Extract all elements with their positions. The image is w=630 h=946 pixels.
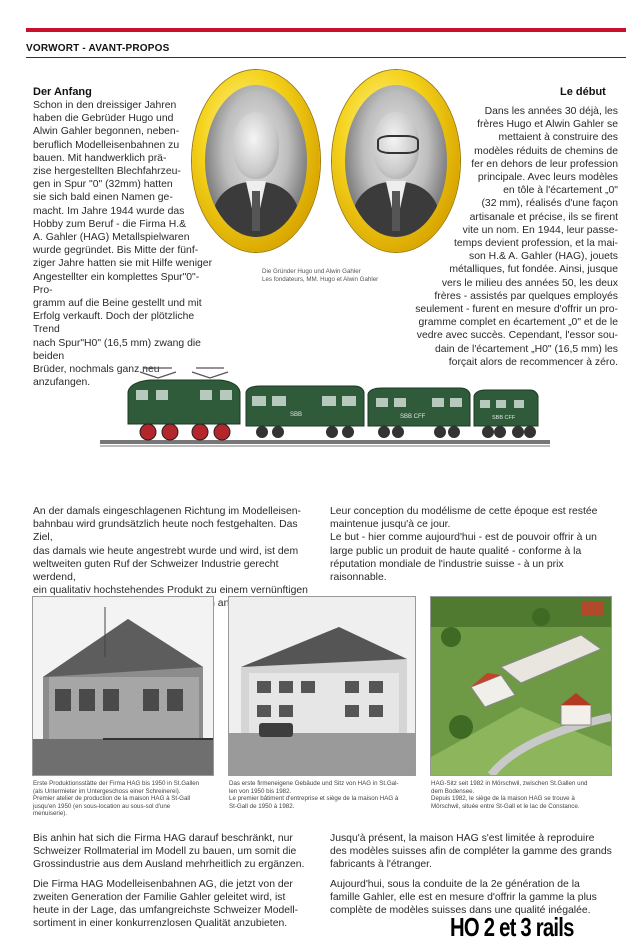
right-intro-text	[396, 105, 618, 369]
middle-right-text	[330, 505, 610, 584]
train-svg	[100, 362, 550, 454]
text-line: famille Gahler, elle est en mesure d'offrir la gamme la plus	[330, 891, 597, 903]
text-line: sortiment in einer konkurrenzlosen Qualität anzubieten.	[33, 918, 288, 930]
text-line: zweiten Generation der Familie Gahler geleitet wird, ist	[33, 891, 286, 903]
car-label: SBB CFF	[400, 414, 426, 420]
text-line: fabricants à l'étranger.	[330, 859, 432, 871]
photo-moerschwil-aerial	[430, 596, 612, 776]
caption-line: Das erste firmeneigene Gebäude und Sitz von HAG in St.Gal-	[229, 780, 399, 787]
car-wheel	[524, 426, 536, 438]
middle-left-text	[33, 505, 313, 611]
loco-wheel	[162, 424, 178, 440]
car-wheel	[342, 426, 354, 438]
caption-line: Premier atelier de production de la maison HAG à St-Gall	[33, 795, 191, 803]
text-line: ein qualitativ hochstehendes Produkt zu einem vernünftigen	[33, 585, 308, 597]
car-window	[450, 398, 462, 407]
text-line: réputation mondiale de l'industrie suisse - à un prix	[330, 558, 564, 570]
text-line: bauen. Mit handwerklich prä-	[33, 152, 167, 164]
loco-window	[220, 390, 232, 400]
caption-line: len von 1950 bis 1982.	[229, 787, 292, 795]
text-line: Aujourd'hui, sous la conduite de la 2e génération de la	[330, 878, 580, 890]
text-line: Alwin Gahler begonnen, neben-	[33, 126, 180, 138]
car-label: SBB CFF	[492, 415, 516, 421]
loco-wheel	[140, 424, 156, 440]
text-line: nach Spur"H0" (16,5 mm) zwang die beiden	[33, 337, 201, 362]
text-line: métalliques, fut fondée. Ainsi, jusque	[449, 264, 618, 276]
car-window	[496, 400, 506, 408]
pantograph-rear	[192, 368, 228, 378]
caption-line: Erste Produktionsstätte der Firma HAG bis 1950 in St.Gallen	[33, 780, 200, 787]
text-line: Die Firma HAG Modelleisenbahnen AG, die jetzt von der	[33, 878, 293, 890]
photo-caption-3	[431, 780, 616, 810]
caption-line: jusqu'en 1950 (en sous-location au sous-sol d'une	[33, 802, 171, 810]
loco-window	[156, 390, 168, 400]
text-line: bahnbau wird grundsätzlich heute noch festgehalten. Das Ziel,	[33, 519, 298, 544]
text-line: Grossindustrie aus dem Ausland mehrheitlich zu ergänzen.	[33, 859, 305, 871]
car-window	[376, 398, 388, 407]
text-line: en tôle à l'écartement „0"	[503, 185, 618, 197]
text-line: Hobby zum Beruf - die Firma H.&	[33, 218, 187, 230]
portrait-caption	[262, 268, 378, 284]
text-line: macht. Im Jahre 1944 wurde das	[33, 205, 185, 217]
text-line: vedre avec succès. Cependant, l'essor sou-	[416, 330, 618, 342]
car-wheel	[272, 426, 284, 438]
car-window	[394, 398, 406, 407]
loco-wheel	[192, 424, 208, 440]
pantograph-front	[140, 368, 176, 378]
text-line: raisonnable.	[330, 572, 387, 584]
loco-wheel	[214, 424, 230, 440]
car-wheel	[326, 426, 338, 438]
caption-line: Le premier bâtiment d'entreprise et siège de la maison HAG à	[229, 795, 399, 803]
caption-line: dem Bodensee.	[431, 787, 475, 795]
photo-second-building	[228, 596, 416, 776]
track-bed	[100, 445, 550, 447]
text-line: Dans les années 30 déjà, les	[484, 106, 618, 117]
loco-window	[136, 390, 148, 400]
right-column-title: Le début	[560, 86, 606, 98]
car-wheel	[448, 426, 460, 438]
text-line: fer en dehors de leur profession	[471, 158, 618, 170]
car-window	[342, 396, 356, 406]
car-window	[514, 400, 524, 408]
text-line: large public un produit de haute qualité - conforme à la	[330, 545, 582, 557]
text-line: ziger Jahre hatten sie mit Hilfe weniger	[33, 258, 213, 270]
text-line: das damals wie heute angestrebt wurde und wird, ist dem	[33, 545, 299, 557]
text-line: artisanale et précise, ils se firent	[469, 211, 618, 223]
text-line: zise hergestellten Blechfahrzeu-	[33, 166, 181, 178]
text-line: vers le milieu des années 50, les deux	[441, 277, 618, 289]
text-line: principale. Avec leurs modèles	[477, 172, 618, 184]
text-line: heute in der Lage, das umfangreichste Schweizer Modell-	[33, 905, 299, 917]
photo-caption-2	[229, 780, 424, 810]
text-line: Le but - hier comme aujourd'hui - est de pouvoir offrir à un	[330, 532, 597, 544]
train-illustration	[100, 362, 550, 454]
text-line: son H.& A. Gahler (HAG), jouets	[469, 251, 618, 263]
loco-window	[200, 390, 212, 400]
top-red-bar	[26, 28, 626, 32]
car-window	[272, 396, 286, 406]
car-wheel	[256, 426, 268, 438]
text-line: Jusqu'à présent, la maison HAG s'est limitée à reproduire	[330, 833, 595, 844]
section-heading: VORWORT - AVANT-PROPOS	[26, 43, 170, 54]
car-wheel	[378, 426, 390, 438]
text-line: Leur conception du modélisme de cette époque est restée	[330, 506, 598, 517]
text-line: Schweizer Rollmaterial im Modell zu bauen, um somit die	[33, 846, 297, 858]
left-intro-text	[33, 99, 218, 389]
portrait-hugo-gahler	[192, 70, 320, 252]
text-line: A. Gahler (HAG) Metallspielwaren	[33, 232, 190, 244]
bottom-right-text	[330, 832, 615, 917]
photo-caption-1	[33, 780, 223, 818]
car-wheel	[392, 426, 404, 438]
photo-first-workshop	[32, 596, 214, 776]
text-line: wurde gegründet. Bis Mitte der fünf-	[33, 245, 199, 257]
text-line: An der damals eingeschlagenen Richtung im Modelleisen-	[33, 506, 302, 517]
text-line: forçait alors de recommencer à zéro.	[448, 356, 618, 368]
text-line: maintenue jusqu'à ce jour.	[330, 519, 451, 531]
caption-line: Depuis 1982, le siège de la maison HAG se trouve à	[431, 795, 575, 803]
text-line: gen in Spur "0" (32mm) hatten	[33, 179, 173, 191]
caption-line-fr: Les fondateurs, MM. Hugo et Alwin Gahler	[262, 276, 379, 283]
caption-line: menuiserie).	[33, 810, 68, 818]
car-window	[252, 396, 266, 406]
text-line: modèles réduits de chemins de	[474, 145, 618, 157]
text-line: Erfolg verkauft. Doch der plötzliche Trend	[33, 311, 195, 336]
text-line: beruflich Modelleisenbahnen zu	[33, 139, 180, 151]
text-line: frères Hugo et Alwin Gahler se	[477, 119, 618, 131]
text-line: sie sich bald einen Namen ge-	[33, 192, 173, 204]
caption-line-de: Die Gründer Hugo und Alwin Gahler	[262, 268, 361, 275]
text-line: Angestellter ein komplettes Spur"0"- Pro-	[33, 271, 200, 296]
caption-line: St-Gall de 1950 à 1982.	[229, 802, 295, 810]
text-line: frères - assistés par quelques employés	[434, 290, 618, 302]
text-line: Bis anhin hat sich die Firma HAG darauf beschränkt, nur	[33, 833, 293, 844]
text-line: Brüder, nochmals ganz neu anzufangen.	[33, 364, 160, 389]
car-window	[480, 400, 490, 408]
text-line: gramm auf die Beine gestellt und mit	[33, 298, 202, 310]
track-rail	[100, 440, 550, 444]
text-line: weltweiten guten Ruf der Schweizer Industrie gerecht werdend,	[33, 558, 279, 584]
caption-line: Mörschwil, située entre St-Gall et le lac de Constance.	[431, 802, 580, 810]
left-column-title: Der Anfang	[33, 86, 92, 98]
text-line: haben die Gebrüder Hugo und	[33, 113, 174, 125]
text-line: dain de l'écartement „H0" (16,5 mm) les	[435, 343, 618, 355]
car-wheel	[512, 426, 524, 438]
text-line: seulement - furent en mesure d'offrir un pro-	[415, 304, 618, 316]
text-line: Schon in den dreissiger Jahren	[33, 100, 177, 111]
car-wheel	[494, 426, 506, 438]
car-label: SBB	[290, 412, 303, 418]
text-line: complète de modèles suisses dans une qualité inégalée.	[330, 905, 591, 917]
text-line: gramme complet en écartement „0" et de le	[418, 317, 618, 329]
car-window	[432, 398, 444, 407]
header-rule	[26, 57, 626, 58]
watermark-text: HO 2 et 3 rails	[450, 912, 574, 942]
caption-line: HAG-Sitz seit 1982 in Mörschwil, zwischen St.Gallen und	[431, 780, 588, 787]
text-line: mettaient à construire des	[498, 132, 618, 144]
bottom-left-text	[33, 832, 318, 930]
locomotive-body	[128, 380, 240, 424]
text-line: des modèles suisses afin de compléter la gamme des grands	[330, 846, 612, 858]
car-wheel	[434, 426, 446, 438]
text-line: (32 mm), réalisés d'une façon	[481, 198, 618, 210]
text-line: vite un nom. En 1944, leur passe-	[462, 224, 618, 236]
text-line: temps devient profession, et la mai-	[453, 238, 618, 250]
car-window	[322, 396, 336, 406]
car-wheel	[482, 426, 494, 438]
caption-line: (als Untermieter im Untergeschoss einer Schreinerei).	[33, 787, 181, 795]
